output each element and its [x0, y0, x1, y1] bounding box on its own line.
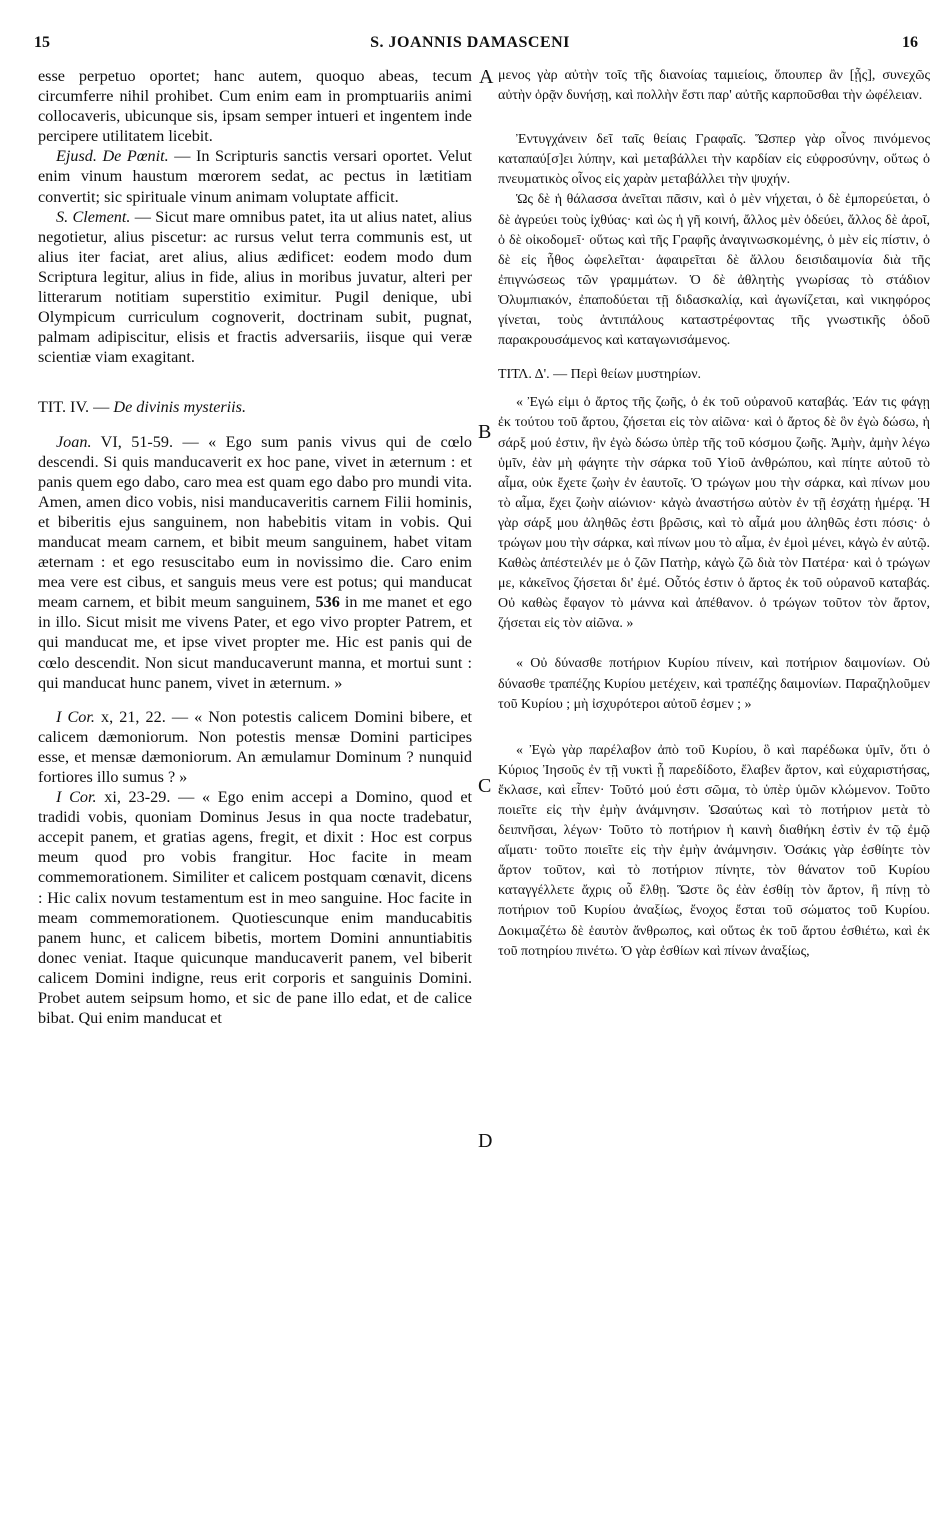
- latin-text-4-end: in me manet et ego in illo. Sicut misit me vivens Pater, et ego vivo propter Patrem, et qui manducat me, et ipse vivet propter me. Hic est panis qui de cœlo descendit. Non sicut manducaverunt manna, et mortui sunt : qui manducat hunc panem, vivet in æternum. »: [38, 593, 472, 692]
- latin-paragraph-5: [38, 707, 472, 787]
- latin-loc-5: x, 21, 22.: [94, 707, 166, 726]
- latin-ref-4: Joan.: [56, 432, 92, 451]
- greek-paragraph-6: « Ἐγὼ γὰρ παρέλαβον ἀπὸ τοῦ Κυρίου, ὃ καὶ παρέδωκα ὑμῖν, ὅτι ὁ Κύριος Ἰησοῦς ἐν τῇ νυκτὶ ᾗ παρεδίδοτο, ἔλαβεν ἄρτον, καὶ εὐχαριστήσας, ἔκλασε, καὶ εἶπεν· Τοῦτό μού ἐστι σῶμα, τὸ ὑπὲρ ὑμῶν κλώμενον. Τοῦτο ποιεῖτε εἰς τὴν ἐμὴν ἀνάμνησιν. Ὡσαύτως καὶ τὸ ποτήριον μετὰ τὸ δειπνῆσαι, λέγων· Τοῦτο τὸ ποτήριον ἡ καινὴ διαθήκη ἐστὶν ἐν τῷ ἐμῷ αἵματι· τοῦτο ποιεῖτε εἰς τὴν ἐμὴν ἀνάμνησιν. Ὁσάκις γὰρ ἐσθίητε τὸν ἄρτον τοῦτον, καὶ τὸ ποτήριον πίνητε, τὸν θάνατον τοῦ Κυρίου καταγγέλλετε ἄχρις οὗ ἔλθῃ. Ὥστε ὃς ἐὰν ἐσθίῃ τὸν ἄρτον, ἢ πίνῃ τὸ ποτήριον τοῦ Κυρίου ἀναξίως, ἔνοχος ἔσται τοῦ σώματος τοῦ Κυρίου. Δοκιμαζέτω δὲ ἑαυτὸν ἄνθρωπος, καὶ οὕτως ἐκ τοῦ ἄρτου ἐσθιέτω, καὶ ἐκ τοῦ ποτηρίου πινέτω. Ὁ γὰρ ἐσθίων καὶ πίνων ἀναξίως,: [498, 742, 930, 959]
- latin-ref-3: S. Clement.: [56, 207, 131, 226]
- margin-marker-c: C: [478, 775, 492, 797]
- latin-column: [38, 66, 472, 1028]
- page-number-right: 16: [902, 34, 918, 51]
- latin-title-number: TIT. IV. —: [38, 398, 114, 417]
- latin-title-text: De divinis mysteriis.: [113, 398, 247, 417]
- margin-marker-b: B: [478, 421, 492, 443]
- margin-marker-a: A: [479, 66, 494, 88]
- latin-paragraph-3: [38, 207, 472, 368]
- latin-text-4: — « Ego sum panis vivus qui de cœlo descendi. Si quis manducaverit ex hoc pane, vivet in æternum : et panis quem ego dabo, caro mea est quam ego dabo pro mundi vita. Amen, amen dico vobis, nisi manducaveritis carnem Filii hominis, et biberitis ejus sanguinem, non habebitis vitam in vobis. Qui manducat meam carnem, et bibit meum sanguinem, habet vitam æternam : et ego resuscitabo eum in novissimo die. Caro enim mea vere est cibus, et sanguis meus vere est potus; qui manducat meam carnem, et bibit meum sanguinem,: [38, 432, 472, 612]
- greek-column: [498, 66, 930, 962]
- running-header: [0, 34, 940, 58]
- latin-ref-2: Ejusd. De Pœnit.: [56, 147, 169, 166]
- latin-loc-4: VI, 51-59.: [91, 432, 174, 451]
- latin-loc-6: xi, 23-29.: [96, 788, 171, 807]
- latin-ref-5: I Cor.: [56, 707, 95, 726]
- latin-paragraph-6: [38, 787, 472, 1028]
- page-number-left: 15: [34, 34, 50, 51]
- latin-section-title: [38, 397, 472, 417]
- greek-paragraph-4: « Ἐγώ εἰμι ὁ ἄρτος τῆς ζωῆς, ὁ ἐκ τοῦ οὐρανοῦ καταβάς. Ἐάν τις φάγῃ ἐκ τούτου τοῦ ἄρτου, ζήσεται εἰς τὸν αἰῶνα· καὶ ὁ ἄρτος δὲ ὃν ἐγὼ δώσω, ἡ σάρξ μού ἐστιν, ἣν ἐγὼ δώσω ὑπὲρ τῆς τοῦ κόσμου ζωῆς. Ἀμὴν, ἀμὴν λέγω ὑμῖν, ἐὰν μὴ φάγητε τὴν σάρκα τοῦ Υἱοῦ ἀνθρώπου, καὶ πίητε αὐτοῦ τὸ αἷμα, οὐκ ἔχετε ζωὴν ἐν ἑαυτοῖς. Ὁ τρώγων μου τὴν σάρκα, καὶ πίνων μου τὸ αἷμα, ἔχει ζωὴν αἰώνιον· κἀγὼ ἀναστήσω αὐτὸν ἐν τῇ ἐσχάτῃ ἡμέρᾳ. Ἡ γὰρ σάρξ μου ἀληθῶς ἐστι βρῶσις, καὶ τὸ αἷμά μου ἀληθῶς ἐστι πόσις· ὁ τρώγων μου τὴν σάρκα, καὶ πίνων μου τὸ αἷμα, ἐν ἐμοὶ μένει, κἀγὼ ἐν αὐτῷ. Καθὼς ἀπέστειλέν με ὁ ζῶν Πατὴρ, κἀγὼ ζῶ διὰ τὸν Πατέρα· καὶ ὁ τρώγων με, κἀκεῖνος ζήσεται δι' ἐμέ. Οὗτός ἐστιν ὁ ἄρτος ἐκ τοῦ οὐρανοῦ καταβάς. Οὐ καθὼς ἔφαγον τὸ μάννα καὶ ἀπέθανον. ὁ τρώγων τοῦτον τὸν ἄρτον, ζήσεται εἰς τὸν αἰῶνα. »: [498, 395, 930, 632]
- latin-text-3: — Sicut mare omnibus patet, ita ut alius natet, alius negotietur, alius piscetur: ac rursus velut terra communis est, ut alius iter faciat, aret alius, alius ædificet: eodem modo dum Scriptura legitur, alius in fide, alius in moribus juvatur, alteri per litterarum notitiam superstitio eximitur. Pugil denique, ubi Olympicum curriculum cognoverit, doctrinam subit, pugnat, palmam adipiscitur, elisis et fractis adversariis, iisque qui veræ scientiæ viam exagitant.: [38, 207, 472, 367]
- latin-paragraph-1: esse perpetuo oportet; hanc autem, quoquo abeas, tecum circumferre nihil prohibet. Cum enim eam in promptuariis animi collocaveris, ubicunque sis, ipsam semper intueri et ingentem inde percipere utilitatem licebit.: [38, 67, 472, 146]
- greek-paragraph-5: « Οὐ δύνασθε ποτήριον Κυρίου πίνειν, καὶ ποτήριον δαιμονίων. Οὐ δύνασθε τραπέζης Κυρίου μετέχειν, καὶ τραπέζης δαιμονίων. Παραζηλοῦμεν τοῦ Κυρίου ; μὴ ἰσχυρότεροι αὐτοῦ ἐσμεν ; »: [498, 656, 930, 712]
- latin-text-2: — In Scripturis sanctis versari oportet. Velut enim vinum haustum mœrorem sedat, ac pectus in lætitiam convertit; sic spirituale vinum animam voluptate afficit.: [38, 147, 472, 206]
- latin-text-5: — « Non potestis calicem Domini bibere, et calicem dæmoniorum. Non potestis mensæ Domini participes esse, et mensæ dæmoniorum. An æmulamur Dominum ? nunquid fortiores illo sumus ? »: [38, 707, 473, 786]
- greek-section-title: ΤΙΤΛ. Δ'. — Περὶ θείων μυστηρίων.: [498, 367, 702, 383]
- column-number-marker: 536: [315, 593, 340, 612]
- latin-ref-6: I Cor.: [56, 788, 97, 807]
- greek-paragraph-2: Ἐντυγχάνειν δεῖ ταῖς θείαις Γραφαῖς. Ὥσπερ γὰρ οἶνος πινόμενος καταπαύ[σ]ει λύπην, καὶ μεταβάλλει τὴν καρδίαν εἰς εὐφροσύνην, οὕτως ὁ πνευματικὸς οἶνος εἰς χαρὰν μεταβάλλει τὴν ψυχήν.: [498, 132, 930, 188]
- greek-paragraph-1: μενος γὰρ αὐτὴν τοῖς τῆς διανοίας ταμιείοις, ὅπουπερ ἂν [ᾖς], συνεχῶς αὐτὴν ὁρᾷν δυνήσῃ, καὶ πολλὴν ἔστι παρ' αὐτῆς καρποῦσθαι τὴν ὠφέλειαν.: [498, 68, 930, 104]
- margin-marker-d: D: [478, 1130, 493, 1152]
- latin-paragraph-2: [38, 146, 472, 206]
- latin-paragraph-4: [38, 432, 472, 693]
- greek-paragraph-3: Ὡς δὲ ἡ θάλασσα ἀνεῖται πᾶσιν, καὶ ὁ μὲν νήχεται, ὁ δὲ ἐμπορεύεται, ὁ δὲ ἀγρεύει τοὺς ἰχθύας· καὶ ὡς ἡ γῆ κοινή, ἄλλος μὲν ὁδεύει, ἄλλος δὲ ἀροῖ, ὁ δὲ οἰκοδομεῖ· οὕτως καὶ τῆς Γραφῆς ἀναγινωσκομένης, ὁ μὲν εἰς πίστιν, ὁ δὲ εἰς ἦθος ὠφελεῖται· ἀφαιρεῖται δὲ ἄλλου δεισιδαιμονία διὰ τῆς ἐπιγνώσεως τῶν γραμμάτων. Ὁ δὲ ἀθλητὴς γνωρίσας τὸ στάδιον Ὀλυμπιακόν, ἐπαποδύεται τῇ διδασκαλίᾳ, καὶ ἀγωνίζεται, καὶ νικηφόρος γίνεται, τοὺς ἀντιπάλους καταστρέφοντας τῆς γνωστικῆς ὁδοῦ παρακρουσάμενος καὶ καταγωνισάμενος.: [498, 192, 930, 349]
- running-title: S. JOANNIS DAMASCENI: [370, 34, 570, 51]
- latin-text-6: — « Ego enim accepi a Domino, quod et tradidi vobis, quoniam Dominus Jesus in qua nocte tradebatur, accepit panem, et gratias agens, fregit, et dixit : Hoc est corpus meum quod pro vobis frangitur. Hoc facite in meam commemorationem. Similiter et calicem postquam cœnavit, dicens : Hic calix novum testamentum est in meo sanguine. Hoc facite in meam commemorationem. Quotiescunque enim manducabitis panem hunc, et calicem bibetis, mortem Domini annuntiabitis donec veniat. Itaque quicunque manducaverit panem, vel biberit calicem Domini indigne, reus erit corporis et sanguinis Domini. Probet autem seipsum homo, et sic de pane illo edat, et de calice bibat. Qui enim manducat et: [38, 788, 473, 1028]
